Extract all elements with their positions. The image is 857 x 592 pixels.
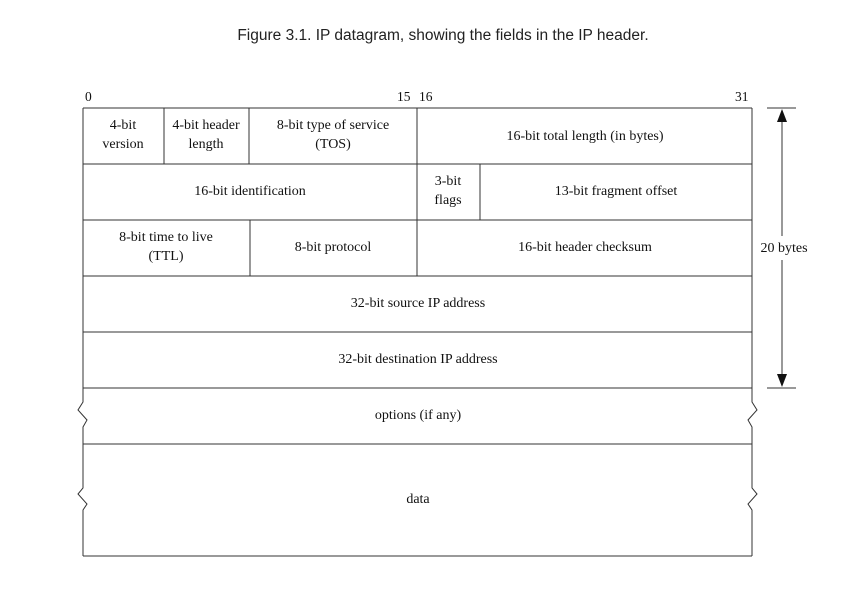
field-dest-ip: 32-bit destination IP address: [338, 352, 498, 367]
figure-caption: Figure 3.1. IP datagram, showing the fields in the IP header.: [237, 27, 649, 44]
arrow-up-icon: [777, 109, 787, 122]
field-identification: 16-bit identification: [194, 184, 306, 199]
field-options: options (if any): [374, 408, 462, 423]
field-data: data: [406, 492, 430, 507]
field-fragment-offset: 13-bit fragment offset: [554, 184, 678, 199]
header-size-indicator: [760, 108, 807, 388]
field-header-length-line2: length: [188, 137, 224, 152]
arrow-down-icon: [777, 374, 787, 387]
field-protocol: 8-bit protocol: [294, 240, 372, 255]
field-version-line1: 4-bit: [109, 118, 137, 133]
field-tos-line1: 8-bit type of service: [276, 118, 390, 133]
field-version-line2: version: [102, 137, 144, 152]
field-ttl-line2: (TTL): [148, 249, 184, 264]
field-flags-line1: 3-bit: [434, 174, 462, 189]
field-tos-line2: (TOS): [315, 137, 351, 152]
field-total-length: 16-bit total length (in bytes): [506, 129, 664, 144]
header-size-label: 20 bytes: [760, 241, 808, 256]
field-ttl-line1: 8-bit time to live: [119, 230, 213, 245]
field-flags-line2: flags: [434, 193, 462, 208]
field-source-ip: 32-bit source IP address: [350, 296, 486, 311]
bit-label-31: 31: [735, 89, 749, 104]
field-header-length-line1: 4-bit header: [172, 118, 240, 133]
bit-label-0: 0: [85, 89, 92, 104]
field-checksum: 16-bit header checksum: [518, 240, 652, 255]
header-grid: [78, 108, 757, 556]
bit-label-16: 16: [419, 89, 433, 104]
bit-label-15: 15: [397, 89, 411, 104]
